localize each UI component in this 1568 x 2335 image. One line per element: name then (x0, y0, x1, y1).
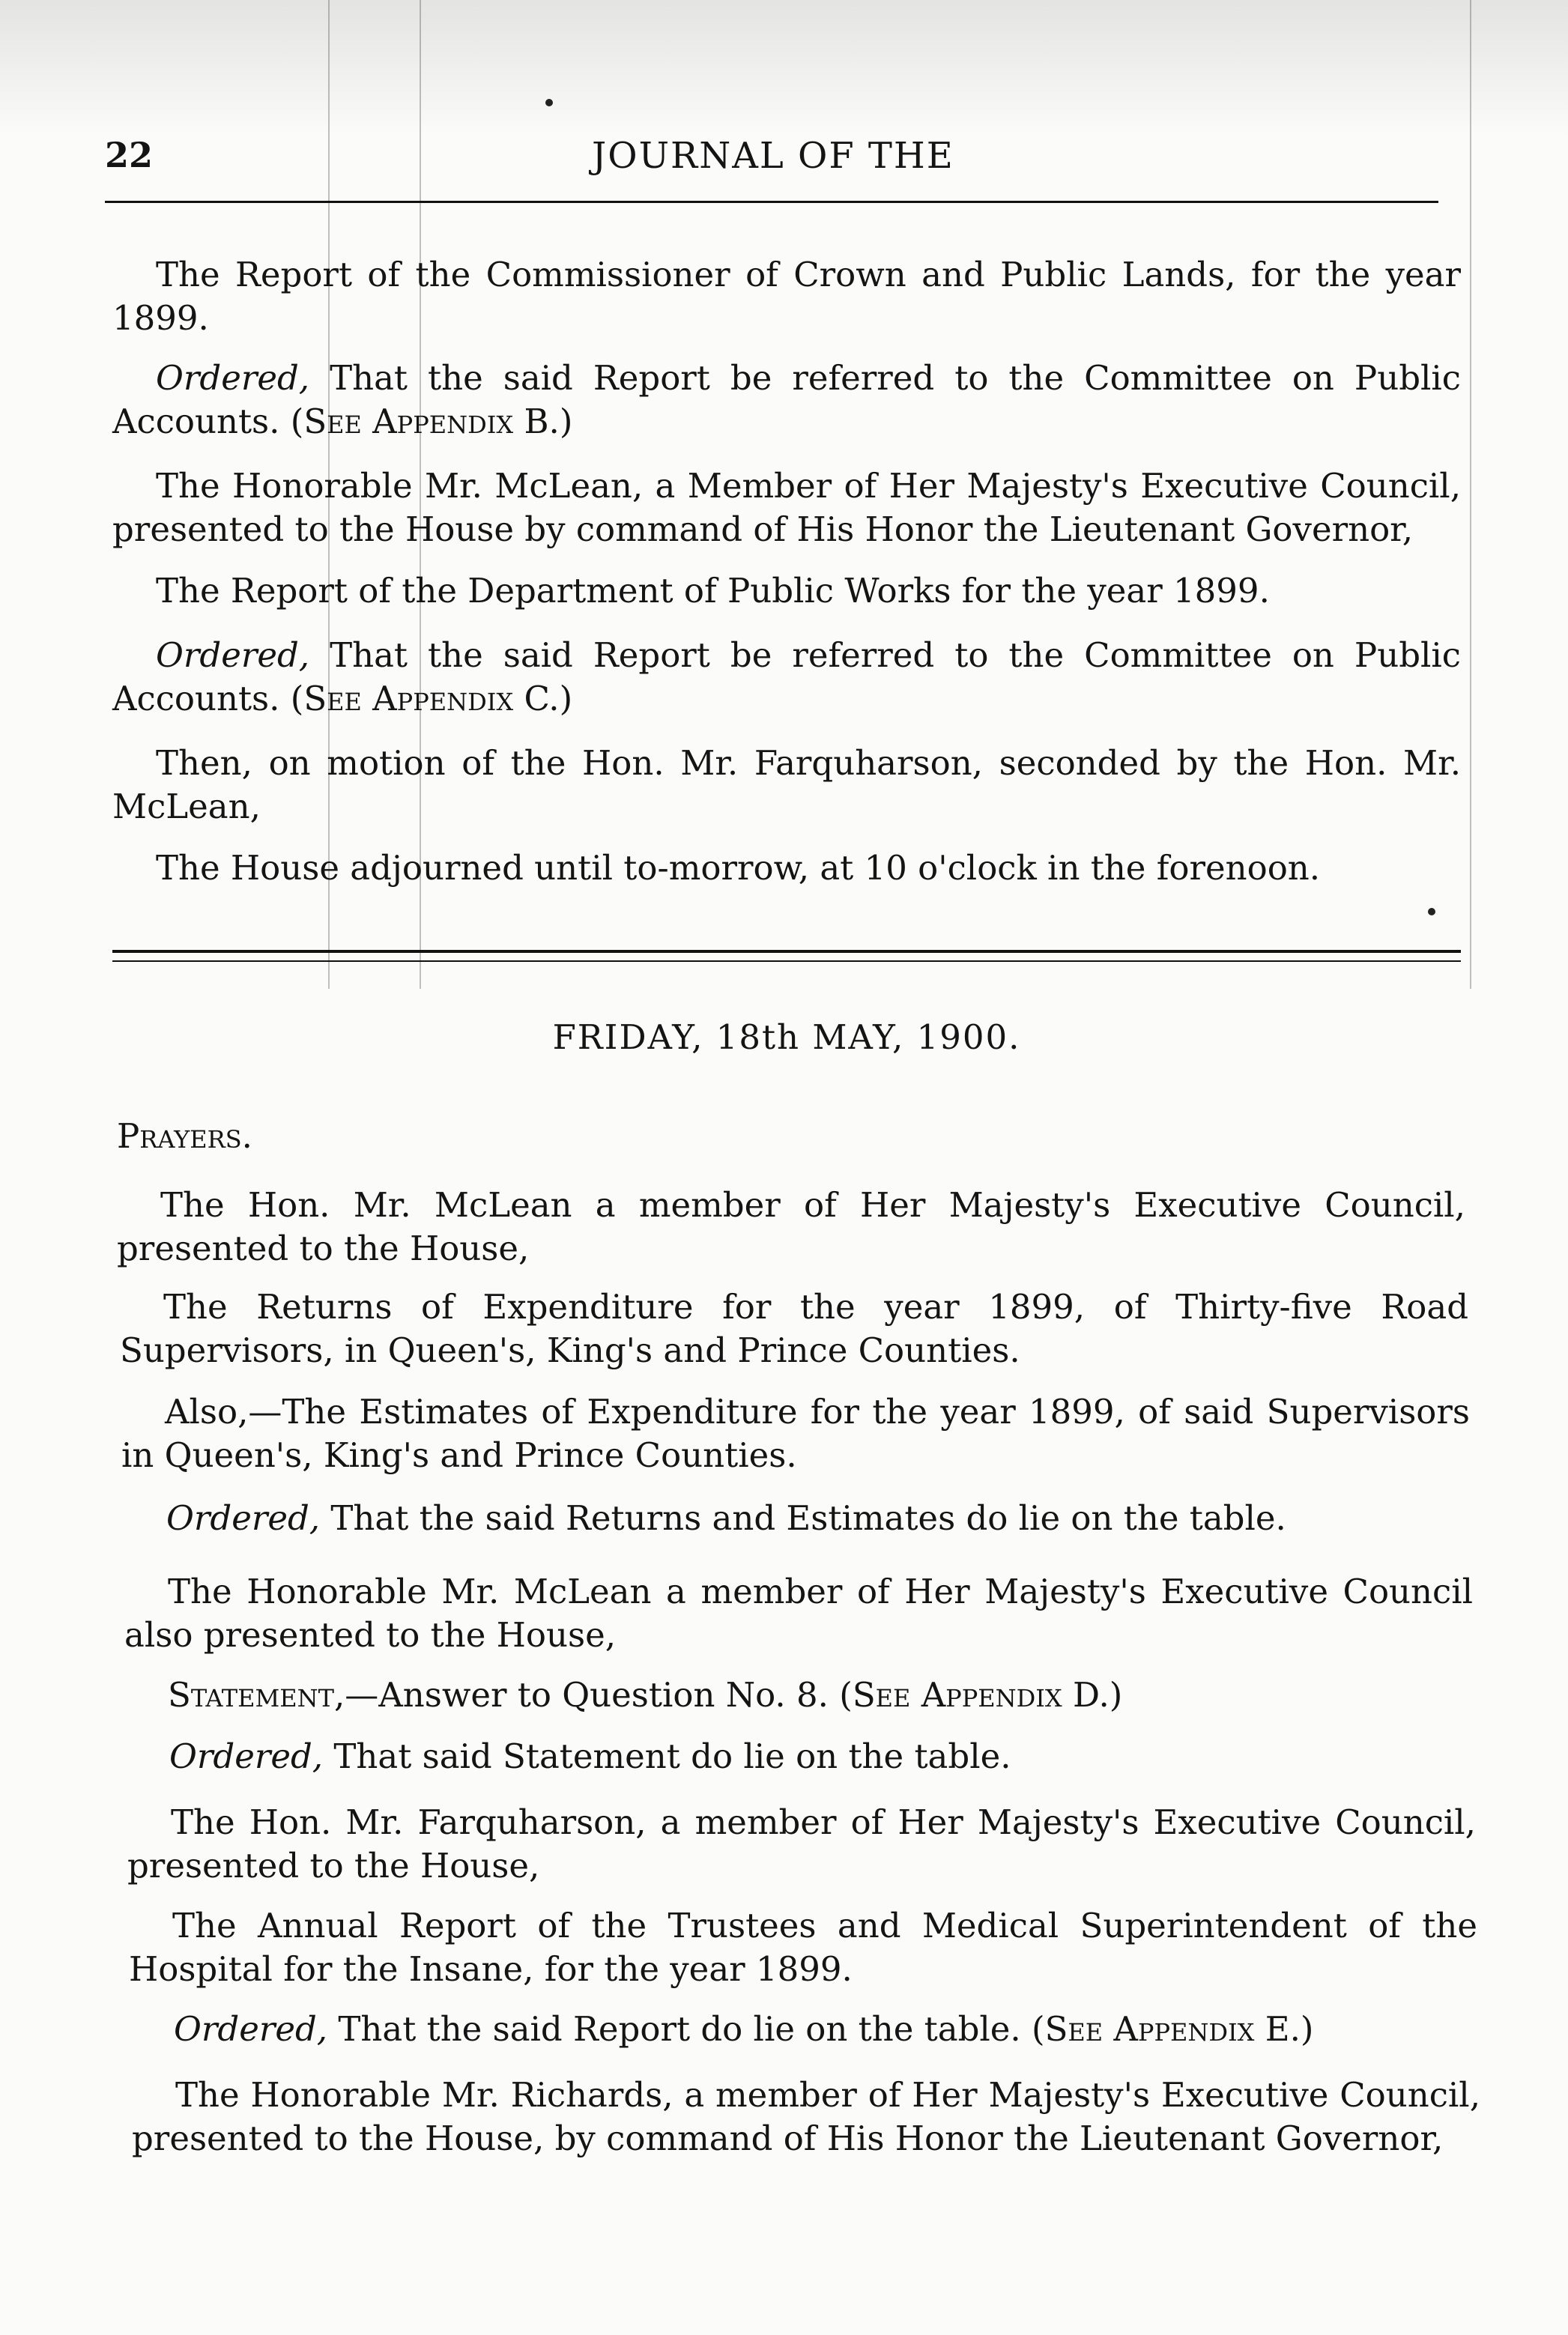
paragraph-text: That the said Report be referred to the Committee on Public Accounts. (112, 358, 1461, 441)
paragraph-ordered-table-2 (126, 1735, 1474, 1778)
prayers-label: Prayers. (117, 1116, 252, 1156)
paragraph-text: The Returns of Expenditure for the year 1899, of Thirty-five Road Supervisors, in Queen's, King's and Prince Counties. (120, 1287, 1468, 1370)
paragraph-text: That the said Report do lie on the table. (338, 2009, 1021, 2049)
paragraph-text: The Report of the Commissioner of Crown and Public Lands, for the year 1899. (112, 255, 1461, 338)
paragraph-text: The Honorable Mr. Richards, a member of Her Majesty's Executive Council, presented to the House, by command of His Honor the Lieutenant Governor, (132, 2075, 1480, 2158)
paragraph-returns-expenditure (120, 1285, 1468, 1372)
paragraph-text: The Hon. Mr. McLean a member of Her Majesty's Executive Council, presented to the House, (117, 1185, 1465, 1268)
section-double-rule-top (112, 950, 1461, 953)
paragraph-estimates (121, 1390, 1470, 1477)
paragraph-ordered-c (112, 634, 1461, 721)
paragraph-adjourned (112, 847, 1461, 890)
page-header (105, 127, 1438, 187)
paragraph-mclean-presented (112, 464, 1461, 551)
header-rule (105, 201, 1438, 203)
paragraph-text: The Hon. Mr. Farquharson, a member of Her Majesty's Executive Council, presented to the House, (127, 1802, 1476, 1886)
paragraph-statement (124, 1674, 1473, 1717)
paragraph-text: Also,—The Estimates of Expenditure for the year 1899, of said Supervisors in Queen's, King's and Prince Counties. (121, 1392, 1470, 1475)
statement-label: Statement, (168, 1675, 345, 1715)
paragraph-ordered-b (112, 357, 1461, 443)
section-double-rule-bottom (112, 960, 1461, 962)
paragraph-text: The Annual Report of the Trustees and Medical Superintendent of the Hospital for the Insane, for the year 1899. (129, 1906, 1477, 1989)
ordered-label: Ordered, (156, 635, 310, 675)
paragraph-mclean-also (124, 1570, 1473, 1657)
paragraph-hospital-report (129, 1904, 1477, 1991)
appendix-reference: (See Appendix C.) (290, 679, 573, 718)
running-head: JOURNAL OF THE (592, 135, 954, 177)
scan-shading (0, 0, 1568, 135)
ordered-label: Ordered, (156, 358, 310, 398)
page-number: 22 (105, 135, 154, 175)
paragraph-lands-report (112, 253, 1461, 340)
scan-speck (545, 99, 553, 106)
appendix-reference: (See Appendix E.) (1032, 2009, 1314, 2049)
appendix-reference: (See Appendix B.) (290, 402, 573, 441)
paragraph-farquharson (127, 1801, 1476, 1888)
paragraph-ordered-table-3 (130, 2008, 1479, 2051)
ordered-label: Ordered, (166, 1498, 321, 1538)
scan-fold-line-right (1470, 0, 1471, 989)
paragraph-text: The Honorable Mr. McLean, a Member of Her Majesty's Executive Council, presented to the House by command of His Honor the Lieutenant Governor, (112, 466, 1461, 549)
paragraph-text: The Report of the Department of Public Works for the year 1899. (156, 571, 1270, 611)
prayers-heading (117, 1115, 566, 1158)
paragraph-text: That said Statement do lie on the table. (333, 1736, 1011, 1776)
paragraph-richards (132, 2074, 1480, 2160)
ordered-label: Ordered, (174, 2009, 328, 2049)
paragraph-mclean-returns (117, 1184, 1465, 1271)
paragraph-ordered-table-1 (123, 1497, 1471, 1540)
paragraph-text: That the said Report be referred to the Committee on Public Accounts. (112, 635, 1461, 718)
paragraph-text: The House adjourned until to-morrow, at 10 o'clock in the forenoon. (156, 848, 1321, 888)
paragraph-text: The Honorable Mr. McLean a member of Her Majesty's Executive Council also presented to the House, (124, 1572, 1473, 1655)
paragraph-text: —Answer to Question No. 8. (345, 1675, 829, 1715)
appendix-reference: (See Appendix D.) (839, 1675, 1123, 1715)
paragraph-motion (112, 742, 1461, 829)
scan-speck (1428, 908, 1435, 915)
paragraph-public-works-report (112, 569, 1461, 613)
paragraph-text: That the said Returns and Estimates do lie on the table. (330, 1498, 1286, 1538)
ordered-label: Ordered, (169, 1736, 324, 1776)
paragraph-text: Then, on motion of the Hon. Mr. Farquharson, seconded by the Hon. Mr. McLean, (112, 743, 1461, 826)
date-heading: FRIDAY, 18th MAY, 1900. (552, 1017, 1021, 1057)
